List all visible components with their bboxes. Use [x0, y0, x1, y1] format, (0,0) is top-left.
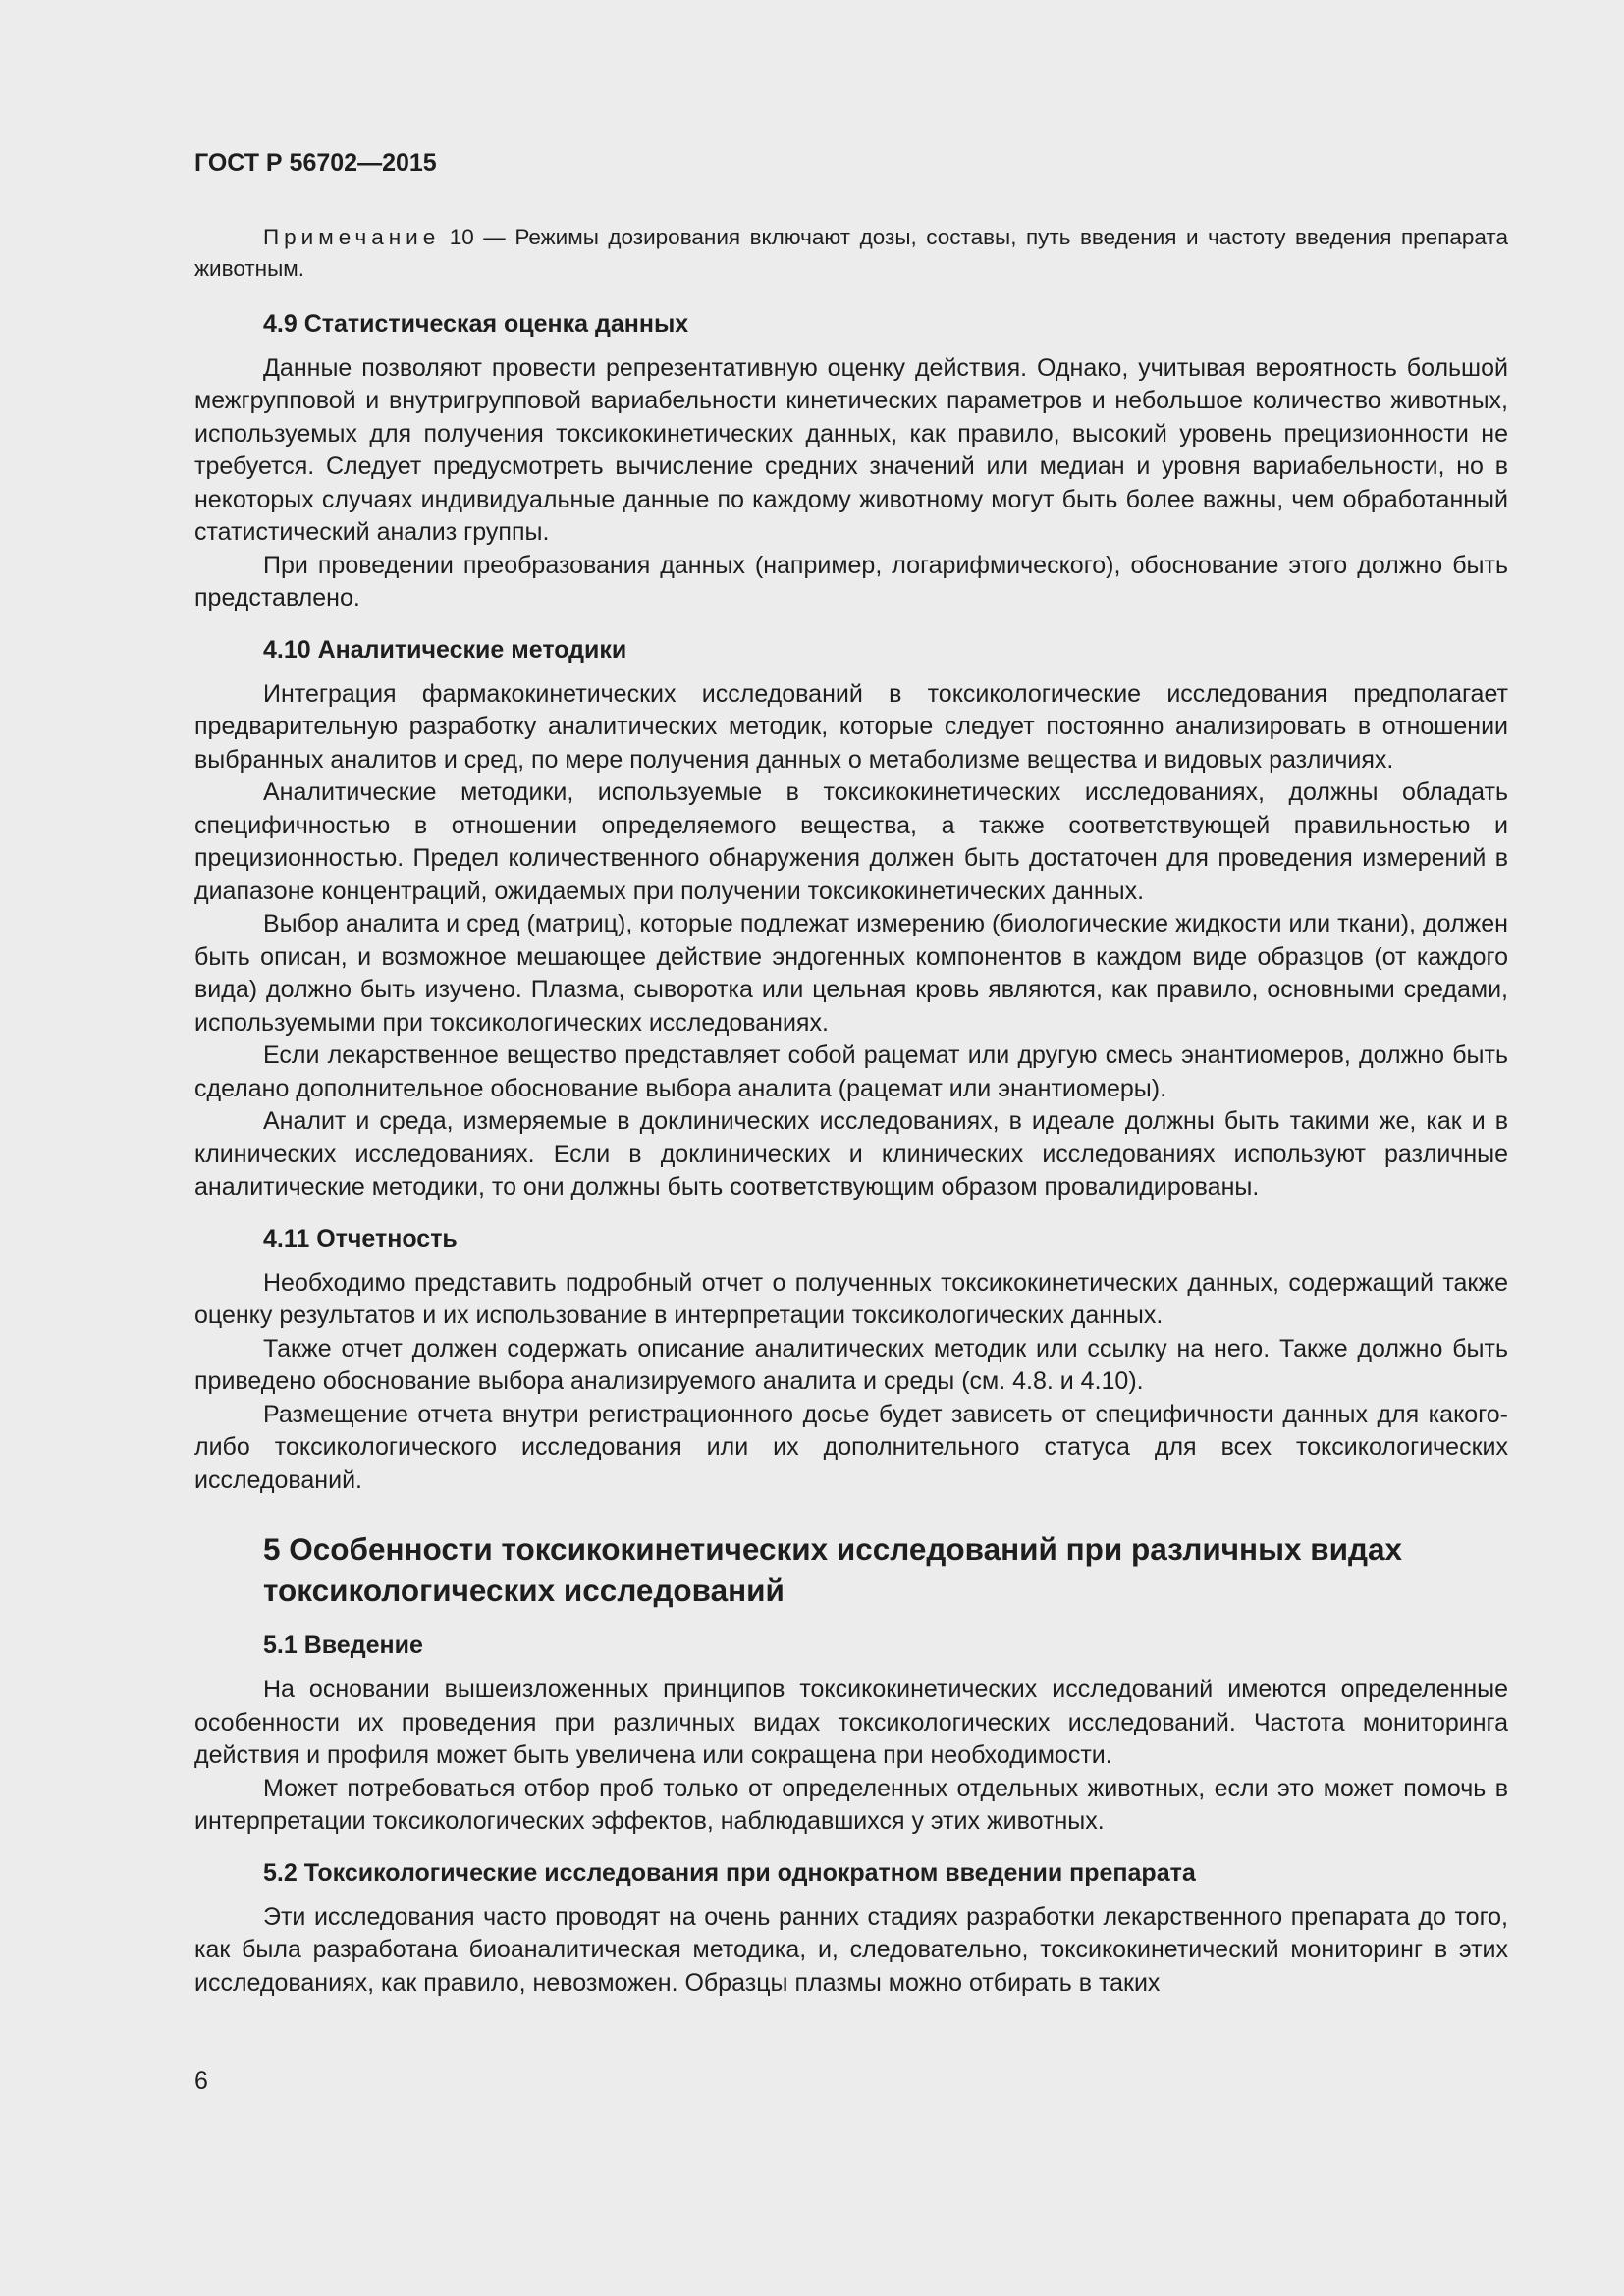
section-4-9-paragraph: При проведении преобразования данных (например, логарифмического), обоснование этого должно быть представлено. [194, 551, 1508, 612]
section-4-11-paragraph: Необходимо представить подробный отчет о полученных токсикокинетических данных, содержащий также оценку результатов и их использование в интерпретации токсикологических данных. [194, 1268, 1508, 1329]
section-4-9-title: 4.9 Статистическая оценка данных [263, 309, 689, 338]
section-4-11-paragraph: Размещение отчета внутри регистрационного досье будет зависеть от специфичности данных для какого-либо токсикологического исследования или их дополнительного статуса для всех токсикологических исследований. [194, 1400, 1508, 1494]
note-10 [194, 222, 1508, 285]
page-content [194, 147, 1508, 2000]
section-4-10-title: 4.10 Аналитические методики [263, 635, 627, 664]
note-text: 10 — Режимы дозирования включают дозы, составы, путь введения и частоту введения препарата животным. [194, 225, 1508, 281]
section-5-2-paragraph: Эти исследования часто проводят на очень ранних стадиях разработки лекарственного препарата до того, как была разработана биоаналитическая методика, и, следовательно, токсикокинетический мониторинг в этих исследованиях, как правило, невозможен. Образцы плазмы можно отбирать в таких [194, 1902, 1508, 1997]
section-4-10-paragraph: Аналитические методики, используемые в токсикокинетических исследованиях, должны обладать специфичностью в отношении определяемого вещества, а также соответствующей правильностью и прецизионностью. Предел количественного обнаружения должен быть достаточен для проведения измерений в диапазоне концентраций, ожидаемых при получении токсикокинетических данных. [194, 778, 1508, 905]
section-4-9-paragraph: Данные позволяют провести репрезентативную оценку действия. Однако, учитывая вероятность большой межгрупповой и внутригрупповой вариабельности кинетических параметров и небольшое количество животных, используемых для получения токсикокинетических данных, как правило, высокий уровень прецизионности не требуется. Следует предусмотреть вычисление средних значений или медиан и уровня вариабельности, но в некоторых случаях индивидуальные данные по каждому животному могут быть более важны, чем обработанный статистический анализ группы. [194, 353, 1508, 546]
section-5-1-paragraph: Может потребоваться отбор проб только от определенных отдельных животных, если это может помочь в интерпретации токсикологических эффектов, наблюдавшихся у этих животных. [194, 1774, 1508, 1835]
section-5-2-title: 5.2 Токсикологические исследования при однократном введении препарата [263, 1858, 1196, 1887]
section-5-1-title: 5.1 Введение [263, 1631, 423, 1659]
section-4-11-title: 4.11 Отчетность [263, 1224, 458, 1253]
document-code-header: ГОСТ Р 56702—2015 [194, 149, 437, 177]
section-4-10-paragraph: Выбор аналита и сред (матриц), которые подлежат измерению (биологические жидкости или ткани), должен быть описан, и возможное мешающее действие эндогенных компонентов в каждом виде образцов (от каждого вида) должно быть изучено. Плазма, сыворотка или цельная кровь являются, как правило, основными средами, используемыми при токсикологических исследованиях. [194, 910, 1508, 1037]
section-5-1-paragraph: На основании вышеизложенных принципов токсикокинетических исследований имеются определенные особенности их проведения при различных видах токсикологических исследований. Частота мониторинга действия и профиля может быть увеличена или сокращена при необходимости. [194, 1676, 1508, 1769]
section-4-10-paragraph: Аналит и среда, измеряемые в доклинических исследованиях, в идеале должны быть такими же, как и в клинических исследованиях. Если в доклинических и клинических исследованиях используют различные аналитические методики, то они должны быть соответствующим образом провалидированы. [194, 1107, 1508, 1201]
section-5-title: 5 Особенности токсикокинетических исследований при различных видах токсикологических исследований [263, 1531, 1403, 1608]
section-4-11-paragraph: Также отчет должен содержать описание аналитических методик или ссылку на него. Также должно быть приведено обоснование выбора анализируемого аналита и среды (см. 4.8. и 4.10). [194, 1334, 1508, 1395]
section-4-10-paragraph: Интеграция фармакокинетических исследований в токсикологические исследования предполагает предварительную разработку аналитических методик, которые следует постоянно анализировать в отношении выбранных аналитов и сред, по мере получения данных о метаболизме вещества и видовых различиях. [194, 679, 1508, 774]
section-4-10-paragraph: Если лекарственное вещество представляет собой рацемат или другую смесь энантиомеров, должно быть сделано дополнительное обоснование выбора аналита (рацемат или энантиомеры). [194, 1041, 1508, 1102]
page-number: 6 [194, 2067, 208, 2095]
note-label: Примечание [263, 225, 441, 249]
